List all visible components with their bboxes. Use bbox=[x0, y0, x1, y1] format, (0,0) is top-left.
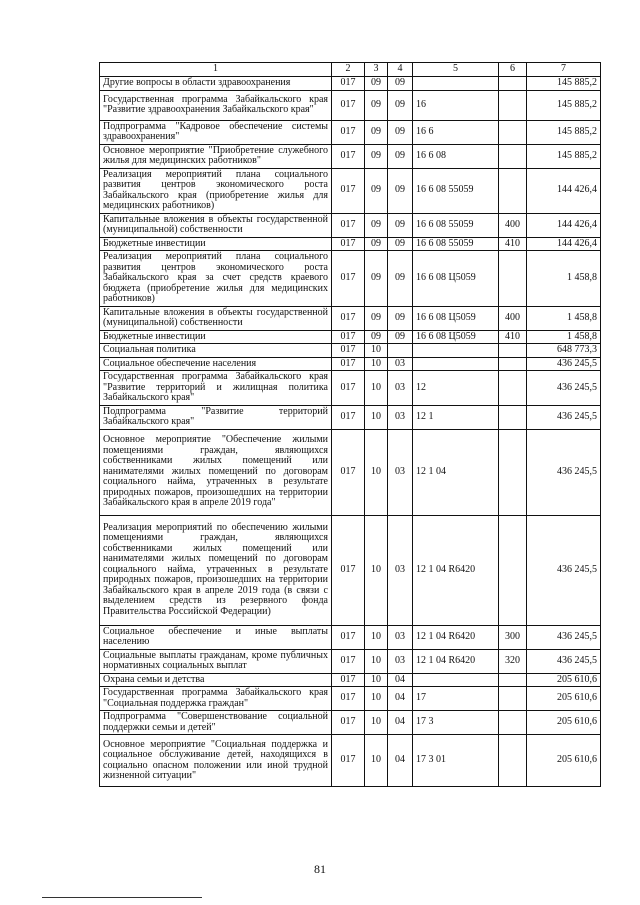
table-cell: 10 bbox=[365, 711, 388, 735]
footer-rule bbox=[42, 897, 202, 898]
table-cell: 09 bbox=[365, 90, 388, 120]
table-cell: 017 bbox=[332, 711, 365, 735]
table-cell: 12 1 04 bbox=[413, 429, 499, 515]
table-cell: 648 773,3 bbox=[527, 344, 601, 358]
table-cell: 10 bbox=[365, 357, 388, 371]
table-cell: 09 bbox=[365, 251, 388, 307]
table-cell: 436 245,5 bbox=[527, 371, 601, 406]
table-cell: 09 bbox=[388, 90, 413, 120]
table-cell: 320 bbox=[499, 649, 527, 673]
table-row bbox=[100, 649, 601, 673]
table-cell bbox=[499, 251, 527, 307]
page-number: 81 bbox=[314, 862, 326, 876]
header-cell: 2 bbox=[332, 63, 365, 77]
table-cell bbox=[499, 168, 527, 213]
table-header-row bbox=[100, 63, 601, 77]
table-cell: 017 bbox=[332, 735, 365, 787]
table-cell: 17 bbox=[413, 687, 499, 711]
table-cell: Реализация мероприятий плана социального развития центров экономического роста Забайкальского края (приобретение жилья для медицинских работников) bbox=[100, 168, 332, 213]
table-cell: 12 1 04 R6420 bbox=[413, 515, 499, 625]
table-cell: 09 bbox=[365, 213, 388, 237]
header-cell: 1 bbox=[100, 63, 332, 77]
table-cell: 03 bbox=[388, 405, 413, 429]
table-row bbox=[100, 711, 601, 735]
table-cell bbox=[499, 144, 527, 168]
table-cell bbox=[499, 687, 527, 711]
table-cell: 017 bbox=[332, 144, 365, 168]
table-cell: Основное мероприятие "Социальная поддержка и социальное обслуживание детей, находящихся в социально опасном положении или иной трудной жизненной ситуации" bbox=[100, 735, 332, 787]
table-cell: Государственная программа Забайкальского края "Социальная поддержка граждан" bbox=[100, 687, 332, 711]
table-cell: Реализация мероприятий по обеспечению жилыми помещениями граждан, являющихся собственниками жилых помещений или нанимателями жилых помещений по договорам социального найма, утраченных в результате природных пожаров, произошедших на территории Забайкальского края в апреле 2019 года (в связи с выделением средств из резервного фонда Правительства Российской Федерации) bbox=[100, 515, 332, 625]
table-cell: 017 bbox=[332, 687, 365, 711]
table-cell: 144 426,4 bbox=[527, 237, 601, 251]
header-cell: 5 bbox=[413, 63, 499, 77]
table-cell bbox=[499, 120, 527, 144]
table-cell: Государственная программа Забайкальского края "Развитие территорий и жилищная политика Забайкальского края" bbox=[100, 371, 332, 406]
table-cell bbox=[499, 515, 527, 625]
table-cell: 16 6 08 Ц5059 bbox=[413, 330, 499, 344]
table-cell: Основное мероприятие "Обеспечение жилыми помещениями граждан, являющихся собственниками жилых помещений или нанимателями жилых помещений по договорам социального найма, утраченных в результате природных пожаров, произошедших на территории Забайкальского края в апреле 2019 года" bbox=[100, 429, 332, 515]
table-cell: Социальное обеспечение и иные выплаты населению bbox=[100, 625, 332, 649]
header-cell: 7 bbox=[527, 63, 601, 77]
table-cell: 09 bbox=[365, 144, 388, 168]
table-cell: 017 bbox=[332, 515, 365, 625]
table-cell: 12 1 04 R6420 bbox=[413, 625, 499, 649]
table-cell: 017 bbox=[332, 344, 365, 358]
table-cell: Социальные выплаты гражданам, кроме публичных нормативных социальных выплат bbox=[100, 649, 332, 673]
table-row bbox=[100, 515, 601, 625]
table-cell: 10 bbox=[365, 515, 388, 625]
table-cell: Социальная политика bbox=[100, 344, 332, 358]
table-cell: 436 245,5 bbox=[527, 649, 601, 673]
table-cell: 16 6 08 55059 bbox=[413, 168, 499, 213]
table-cell bbox=[388, 344, 413, 358]
table-cell: 10 bbox=[365, 344, 388, 358]
table-cell: 017 bbox=[332, 90, 365, 120]
table-cell: 16 6 08 55059 bbox=[413, 237, 499, 251]
table-cell: 16 6 bbox=[413, 120, 499, 144]
table-row bbox=[100, 371, 601, 406]
table-cell: 017 bbox=[332, 673, 365, 687]
table-cell: 09 bbox=[388, 144, 413, 168]
table-cell: 017 bbox=[332, 649, 365, 673]
table-row bbox=[100, 673, 601, 687]
header-cell: 3 bbox=[365, 63, 388, 77]
table-cell: 300 bbox=[499, 625, 527, 649]
table-row bbox=[100, 306, 601, 330]
table-cell: 017 bbox=[332, 251, 365, 307]
table-cell bbox=[413, 344, 499, 358]
table-cell: 09 bbox=[388, 120, 413, 144]
table-cell: Подпрограмма "Развитие территорий Забайкальского края" bbox=[100, 405, 332, 429]
table-cell: Бюджетные инвестиции bbox=[100, 330, 332, 344]
table-cell: 205 610,6 bbox=[527, 711, 601, 735]
table-cell: 410 bbox=[499, 237, 527, 251]
table-cell: 03 bbox=[388, 371, 413, 406]
table-cell: 017 bbox=[332, 213, 365, 237]
table-cell: 09 bbox=[365, 77, 388, 91]
table-cell: 017 bbox=[332, 330, 365, 344]
table-cell bbox=[499, 77, 527, 91]
table-row bbox=[100, 344, 601, 358]
table-cell: 09 bbox=[388, 213, 413, 237]
table-cell: Капитальные вложения в объекты государственной (муниципальной) собственности bbox=[100, 306, 332, 330]
table-cell bbox=[499, 673, 527, 687]
table-cell: 03 bbox=[388, 429, 413, 515]
table-cell: 017 bbox=[332, 306, 365, 330]
table-cell: 017 bbox=[332, 357, 365, 371]
table-cell: 04 bbox=[388, 711, 413, 735]
table-cell: 04 bbox=[388, 687, 413, 711]
header-cell: 6 bbox=[499, 63, 527, 77]
table-cell: 436 245,5 bbox=[527, 515, 601, 625]
table-row bbox=[100, 625, 601, 649]
table-cell: 205 610,6 bbox=[527, 735, 601, 787]
table-cell: 10 bbox=[365, 735, 388, 787]
table-cell: 017 bbox=[332, 371, 365, 406]
table-cell bbox=[413, 357, 499, 371]
table-cell: 03 bbox=[388, 625, 413, 649]
table-cell: 12 bbox=[413, 371, 499, 406]
table-cell: 12 1 bbox=[413, 405, 499, 429]
table-row bbox=[100, 251, 601, 307]
table-cell: 436 245,5 bbox=[527, 429, 601, 515]
table-cell: 017 bbox=[332, 120, 365, 144]
table-cell: Другие вопросы в области здравоохранения bbox=[100, 77, 332, 91]
table-cell: 410 bbox=[499, 330, 527, 344]
table-cell: 03 bbox=[388, 357, 413, 371]
table-row bbox=[100, 330, 601, 344]
table-row bbox=[100, 77, 601, 91]
table-cell: 017 bbox=[332, 168, 365, 213]
table-cell: 205 610,6 bbox=[527, 687, 601, 711]
table-cell: 145 885,2 bbox=[527, 90, 601, 120]
table-cell: 1 458,8 bbox=[527, 306, 601, 330]
table-cell: 017 bbox=[332, 405, 365, 429]
table-cell: 09 bbox=[365, 306, 388, 330]
table-cell: 017 bbox=[332, 429, 365, 515]
table-cell: 16 6 08 Ц5059 bbox=[413, 251, 499, 307]
table-cell: 12 1 04 R6420 bbox=[413, 649, 499, 673]
table-cell: 16 6 08 Ц5059 bbox=[413, 306, 499, 330]
table-row bbox=[100, 168, 601, 213]
table-cell bbox=[499, 90, 527, 120]
table-cell: 04 bbox=[388, 673, 413, 687]
table-cell: 10 bbox=[365, 405, 388, 429]
table-cell: 09 bbox=[365, 330, 388, 344]
table-cell: 017 bbox=[332, 237, 365, 251]
table-row bbox=[100, 405, 601, 429]
table-cell: 10 bbox=[365, 371, 388, 406]
table-cell: 10 bbox=[365, 687, 388, 711]
table-cell bbox=[499, 405, 527, 429]
table-cell bbox=[499, 357, 527, 371]
table-cell: 16 6 08 55059 bbox=[413, 213, 499, 237]
table-cell: 145 885,2 bbox=[527, 144, 601, 168]
table-cell: 09 bbox=[365, 168, 388, 213]
table-cell: 1 458,8 bbox=[527, 251, 601, 307]
table-cell bbox=[499, 429, 527, 515]
table-cell: 145 885,2 bbox=[527, 120, 601, 144]
table-cell: 03 bbox=[388, 515, 413, 625]
table-row bbox=[100, 90, 601, 120]
table-cell: 17 3 01 bbox=[413, 735, 499, 787]
table-cell: 17 3 bbox=[413, 711, 499, 735]
table-cell: 09 bbox=[365, 237, 388, 251]
table-row bbox=[100, 735, 601, 787]
table-cell bbox=[413, 673, 499, 687]
budget-table bbox=[99, 62, 601, 787]
table-row bbox=[100, 120, 601, 144]
table-cell: 436 245,5 bbox=[527, 625, 601, 649]
table-cell: 04 bbox=[388, 735, 413, 787]
table-cell: 09 bbox=[388, 237, 413, 251]
table-cell: Реализация мероприятий плана социального развития центров экономического роста Забайкальского края за счет средств краевого бюджета (приобретение жилья для медицинских работников) bbox=[100, 251, 332, 307]
table-cell: 09 bbox=[388, 251, 413, 307]
table-cell: 205 610,6 bbox=[527, 673, 601, 687]
table-cell bbox=[499, 711, 527, 735]
table-cell: 09 bbox=[388, 330, 413, 344]
table-cell bbox=[499, 735, 527, 787]
table-cell: 1 458,8 bbox=[527, 330, 601, 344]
table-cell: 145 885,2 bbox=[527, 77, 601, 91]
table-row bbox=[100, 429, 601, 515]
table-cell: 400 bbox=[499, 306, 527, 330]
table-cell: 16 6 08 bbox=[413, 144, 499, 168]
table-cell: Подпрограмма "Совершенствование социальной поддержки семьи и детей" bbox=[100, 711, 332, 735]
table-cell: 10 bbox=[365, 649, 388, 673]
table-row bbox=[100, 237, 601, 251]
table-cell: 10 bbox=[365, 673, 388, 687]
table-cell: 09 bbox=[388, 168, 413, 213]
table-cell: Подпрограмма "Кадровое обеспечение системы здравоохранения" bbox=[100, 120, 332, 144]
table-cell: Капитальные вложения в объекты государственной (муниципальной) собственности bbox=[100, 213, 332, 237]
table-cell: 144 426,4 bbox=[527, 213, 601, 237]
table-cell: 03 bbox=[388, 649, 413, 673]
table-row bbox=[100, 687, 601, 711]
table-cell: 09 bbox=[388, 306, 413, 330]
table-cell: 017 bbox=[332, 77, 365, 91]
table-cell bbox=[499, 344, 527, 358]
table-cell: 10 bbox=[365, 429, 388, 515]
table-cell bbox=[499, 371, 527, 406]
table-cell: 436 245,5 bbox=[527, 405, 601, 429]
table-cell: 144 426,4 bbox=[527, 168, 601, 213]
table-cell: Социальное обеспечение населения bbox=[100, 357, 332, 371]
table-row bbox=[100, 357, 601, 371]
table-cell: 09 bbox=[365, 120, 388, 144]
table-row bbox=[100, 144, 601, 168]
table-cell: 10 bbox=[365, 625, 388, 649]
table-cell: Государственная программа Забайкальского края "Развитие здравоохранения Забайкальского края" bbox=[100, 90, 332, 120]
table-cell: 16 bbox=[413, 90, 499, 120]
table-cell: 436 245,5 bbox=[527, 357, 601, 371]
table-cell: Охрана семьи и детства bbox=[100, 673, 332, 687]
table-cell: 400 bbox=[499, 213, 527, 237]
table-cell: 09 bbox=[388, 77, 413, 91]
table-row bbox=[100, 213, 601, 237]
table-cell: 017 bbox=[332, 625, 365, 649]
header-cell: 4 bbox=[388, 63, 413, 77]
table-cell bbox=[413, 77, 499, 91]
table-cell: Бюджетные инвестиции bbox=[100, 237, 332, 251]
table-cell: Основное мероприятие "Приобретение служебного жилья для медицинских работников" bbox=[100, 144, 332, 168]
